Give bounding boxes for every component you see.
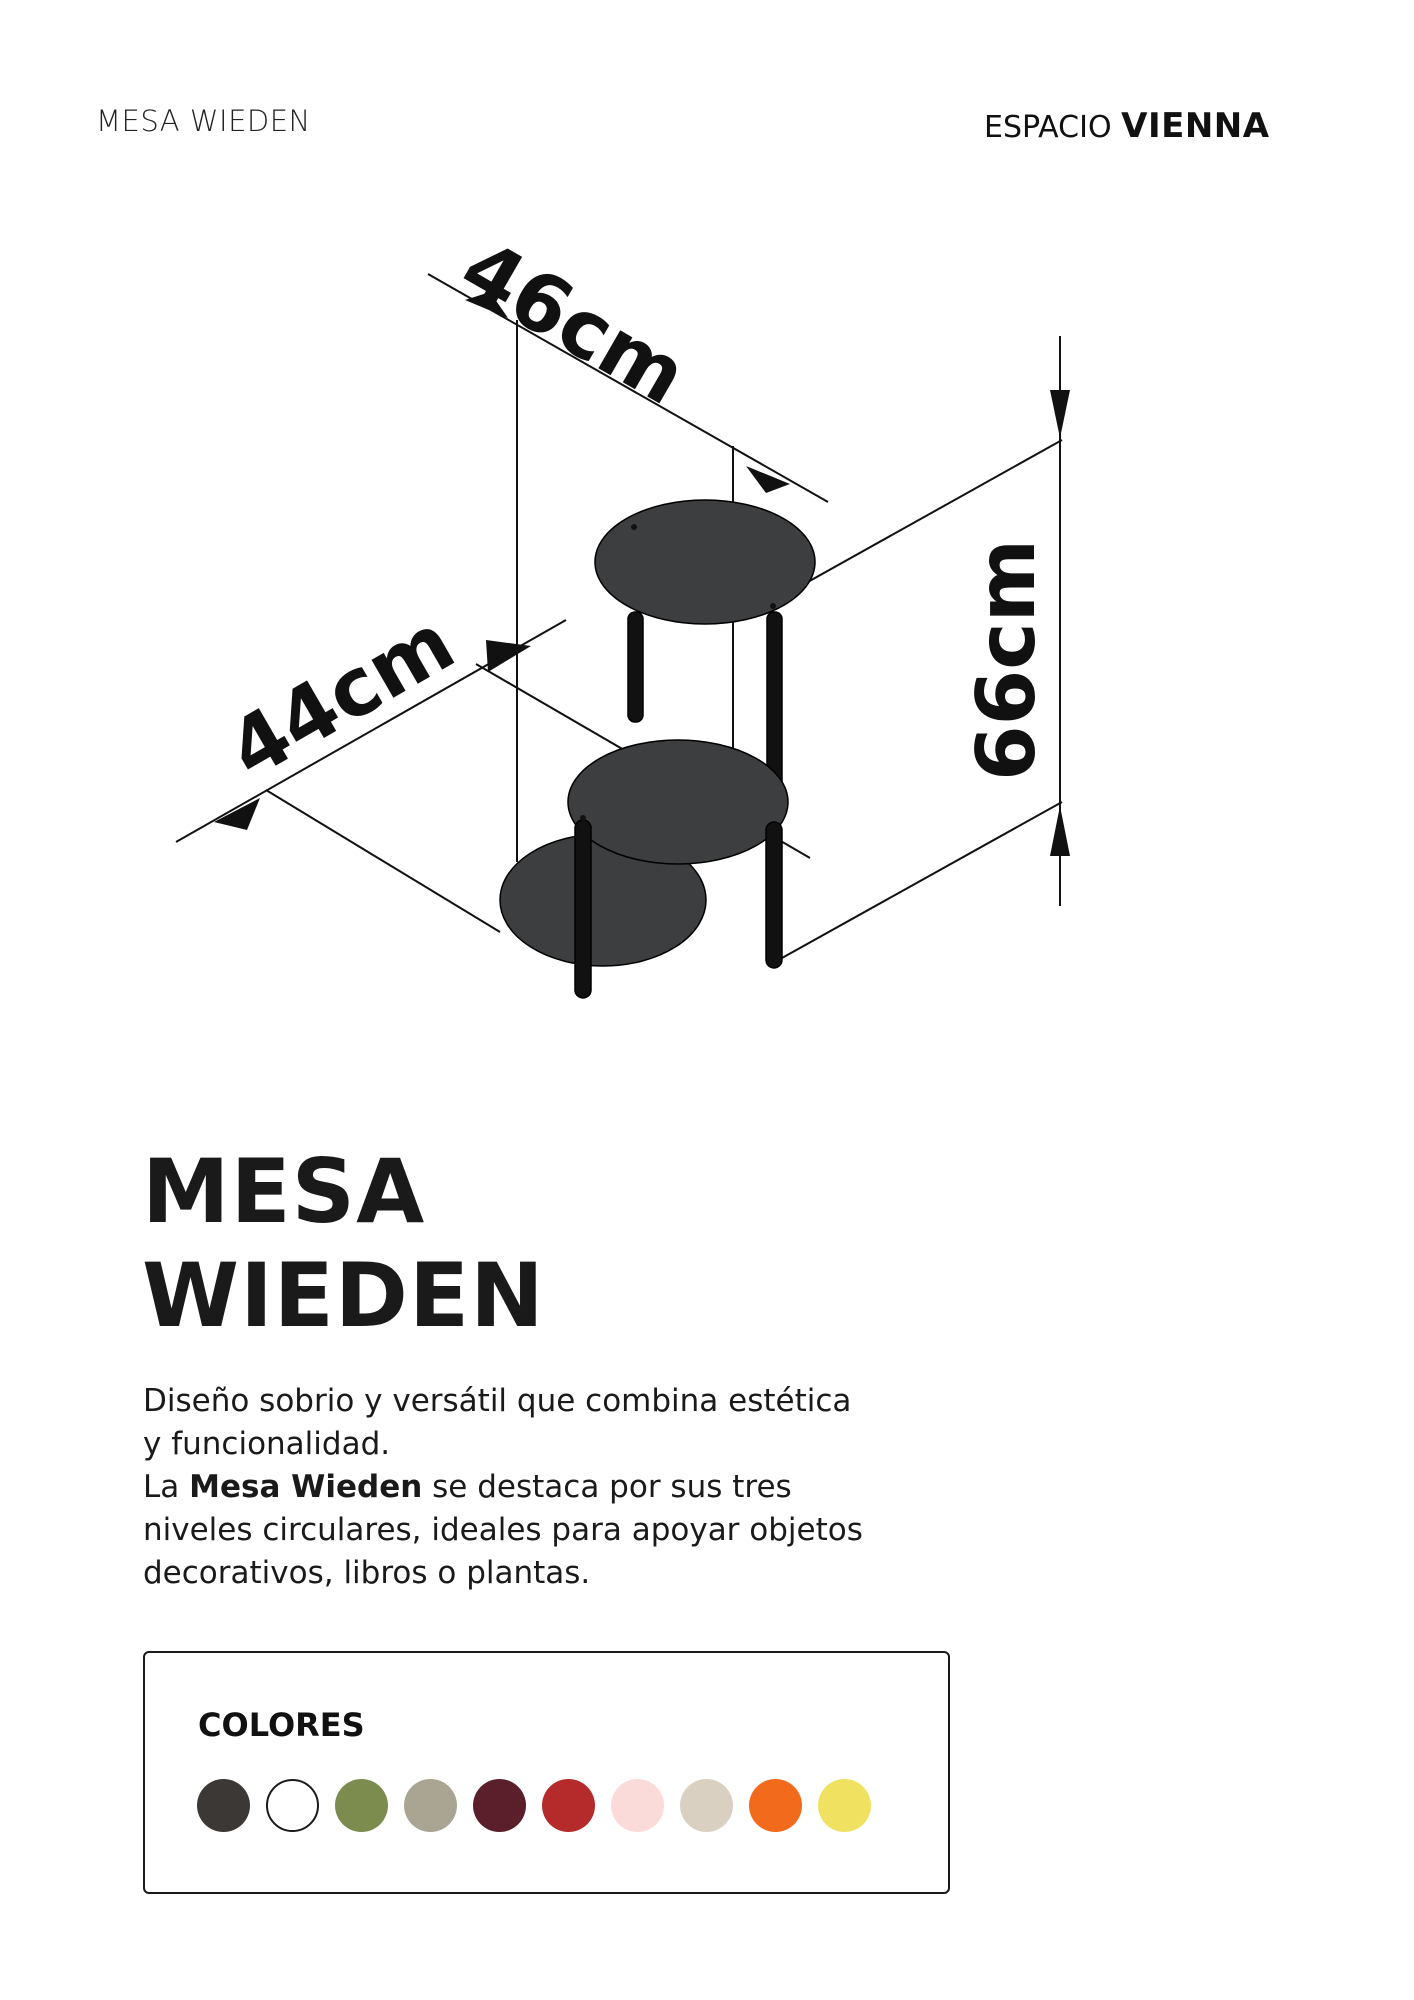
- header-product-name: MESA WIEDEN: [96, 104, 311, 138]
- colors-panel: [143, 1651, 950, 1894]
- description-paragraph-2: [143, 1466, 863, 1595]
- description-prefix: La: [143, 1469, 190, 1505]
- brand-name: VIENNA: [1121, 106, 1270, 146]
- color-swatch-orange[interactable]: [749, 1779, 802, 1832]
- brand-prefix: ESPACIO: [984, 110, 1112, 145]
- dim-label-height: 66cm: [960, 538, 1053, 782]
- colors-title: COLORES: [198, 1706, 365, 1744]
- table-tier-top: [595, 500, 815, 624]
- table-leg: [766, 822, 782, 968]
- title-line-2: WIEDEN: [142, 1244, 545, 1347]
- color-swatch-red[interactable]: [542, 1779, 595, 1832]
- color-swatches: [197, 1779, 871, 1832]
- table-illustration: [500, 500, 815, 998]
- table-leg: [628, 612, 643, 722]
- arrow-icon: [214, 798, 260, 830]
- product-description: [143, 1380, 863, 1595]
- dim-label-depth: 44cm: [213, 595, 470, 797]
- table-tier-middle: [568, 740, 788, 864]
- title-line-1: MESA: [142, 1140, 426, 1243]
- color-swatch-olive-green[interactable]: [335, 1779, 388, 1832]
- arrow-icon: [1050, 390, 1070, 438]
- table-leg: [575, 820, 591, 998]
- arrow-icon: [1050, 806, 1070, 856]
- color-swatch-black[interactable]: [197, 1779, 250, 1832]
- description-suffix: se destaca por sus tres niveles circulares, ideales para apoyar objetos decorativos, libros o plantas.: [143, 1469, 863, 1591]
- color-swatch-white[interactable]: [266, 1779, 319, 1832]
- page-title: [142, 1140, 545, 1348]
- color-swatch-taupe[interactable]: [404, 1779, 457, 1832]
- description-product-name: Mesa Wieden: [189, 1469, 423, 1505]
- dim-label-width: 46cm: [445, 221, 702, 423]
- color-swatch-beige[interactable]: [680, 1779, 733, 1832]
- color-swatch-pale-pink[interactable]: [611, 1779, 664, 1832]
- table-leg: [767, 612, 782, 792]
- color-swatch-yellow[interactable]: [818, 1779, 871, 1832]
- description-paragraph-1: Diseño sobrio y versátil que combina estética y funcionalidad.: [143, 1383, 852, 1462]
- color-swatch-burgundy[interactable]: [473, 1779, 526, 1832]
- arrow-icon: [746, 466, 790, 493]
